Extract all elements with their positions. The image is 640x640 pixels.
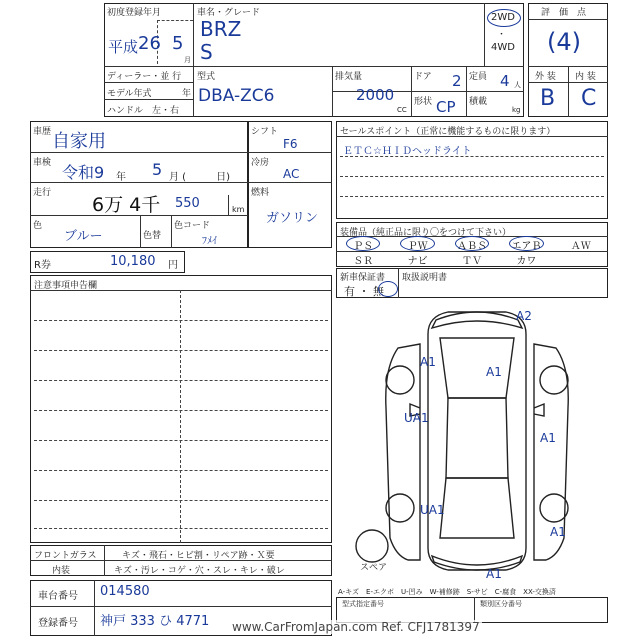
km-unit: km [232,205,245,214]
recycle-box [30,251,185,273]
first-reg-month-unit: 月 [184,56,191,64]
capacity: 4 [500,72,510,90]
shape-label: 形状 [414,97,433,107]
exterior-grade: B [540,86,556,111]
car-name: BRZ [200,17,242,41]
fuel: ガソリン [266,211,319,226]
equipment-item: ＰＷ [407,241,428,252]
type-label: 型式 [197,72,216,82]
front-bumper [432,312,522,328]
warranty-value: 有 ・ 無 [344,285,384,298]
equipment-item: エアＢ [511,241,542,252]
interior-cond-text: キズ・汚レ・コゲ・穴・スレ・キレ・破レ [114,566,285,576]
color-label: 色 [33,221,43,231]
dealer-label: ディーラー・並 行 [107,72,182,82]
shift-label: シフト [251,127,279,137]
damage-mark-right-side: A1 [540,431,556,445]
mileage: 6万 4千 [92,194,161,216]
car-diagram [336,298,608,583]
warranty-label: 新車保証書 [340,273,386,283]
inspection-era: 令和9 [62,163,105,182]
fuel-label: 燃料 [251,188,270,198]
inspection-month: 5 [152,160,163,179]
score-label: 評 価 点 [541,8,587,18]
mileage-label: 走行 [33,188,52,198]
cc-unit: CC [397,106,407,114]
load-label: 積載 [469,97,488,107]
handle-label: ハンドル 左・右 [107,106,180,116]
displacement: 2000 [356,86,395,104]
exterior-label: 外 装 [535,72,556,82]
reg-number: 神戸 333 ひ 4771 [100,614,210,629]
kg-unit: kg [512,106,521,114]
car-left-side [386,344,420,560]
equipment-label: 装備品（純正品に限り〇をつけて下さい） [340,228,512,238]
notes-label: 注意事項申告欄 [34,281,98,291]
model-id-label: 型式指定番号 [342,600,384,608]
damage-mark-front: A2 [516,309,532,323]
drive-2wd: 2WD [491,12,515,23]
recycle-unit: 円 [168,260,178,271]
front-glass-text: キズ・飛石・ヒビ割・リペア跡・Ｘ要 [122,551,275,561]
front-glass-label: フロントガラス [34,551,97,561]
equipment-item: カワ [516,256,537,267]
equipment-item: ナビ [407,256,428,267]
inspection-label: 車検 [33,158,52,168]
first-reg-month: 5 [172,33,184,54]
grade: S [200,40,213,64]
equipment-circle [455,236,489,251]
damage-mark-right-rear: A1 [550,525,566,539]
sales-label: セールスポイント（正常に機能するものに限ります） [340,127,556,137]
damage-legend: A-キズ E-エクボ U-凹み W-補修跡 S-サビ C-腐食 XX-交換済 [338,588,556,596]
model-year-unit: 年 [182,89,192,99]
first-reg-year: 26 [138,33,161,54]
inspection-month-unit: 月 ( 日) [169,172,230,183]
ac: AC [283,167,300,181]
equipment-circle [509,236,543,251]
wheel-fl [386,366,414,394]
interior-label: 内 装 [575,72,596,82]
doors: 2 [452,72,462,90]
wheel-rl [386,494,414,522]
inspection-year-unit: 年 [116,172,126,183]
equipment-item: ＡＢＳ [456,241,487,252]
chassis-label: 車台番号 [38,591,78,602]
damage-mark-hood: A1 [486,365,502,379]
equipment-item: ＴＶ [461,256,482,267]
capacity-unit: 人 [514,81,521,89]
recycle: 10,180 [110,254,156,269]
notes-box [30,275,332,543]
spare-tire [356,530,388,562]
damage-mark-front-left: A1 [420,355,436,369]
door-label: ドア [414,72,432,82]
interior-grade: C [581,86,597,111]
equipment-item: ＡＷ [570,241,591,252]
rear-bumper [432,556,522,570]
name-grade-label: 車名・グレード [197,8,261,18]
chassis-number: 014580 [100,584,150,599]
equipment-row-2 [336,252,608,266]
usage: 自家用 [52,131,106,152]
drive-dot: ・ [497,30,507,40]
first-reg-era: 平成 [108,38,139,56]
model-year-label: モデル年式 [107,89,152,99]
first-reg-label: 初度登録年月 [107,8,162,18]
spare-label: スペア [360,563,388,573]
damage-mark-left-door: UA1 [404,411,429,425]
displacement-label: 排気量 [335,72,363,82]
mileage-alt: 550 [175,196,200,211]
equipment-circle [400,236,434,251]
interior-cond-label: 内装 [52,566,71,576]
shape: CP [436,98,456,116]
car-top-outline [428,312,526,570]
usage-label: 車歴 [33,127,52,137]
equipment-item: ＰＳ [353,241,374,252]
drive-4wd: 4WD [491,42,515,53]
capacity-label: 定員 [469,72,488,82]
color-code: ﾌﾒｲ [202,236,217,247]
equipment-item: ＳＲ [353,256,374,267]
ac-label: 冷房 [251,158,270,168]
damage-mark-left-rear: UA1 [420,503,445,517]
damage-mark-rear: A1 [486,567,502,581]
watermark: www.CarFromJapan.com Ref. CFJ1781397 [232,620,480,634]
model-code: DBA-ZC6 [198,86,275,106]
sales-line1: ＥＴＣ☆ＨＩＤヘッドライト [343,146,472,157]
color: ブルー [64,229,103,244]
shift: F6 [283,137,298,151]
warranty-none-circle [378,281,398,297]
wheel-rr [540,494,568,522]
class-id-label: 類別区分番号 [480,600,522,608]
score: (4) [547,28,581,56]
color-code-label: 色コード [174,221,211,231]
manual-label: 取扱説明書 [402,273,448,283]
recycle-label: R券 [34,260,51,271]
wheel-fr [540,366,568,394]
reg-label: 登録番号 [38,618,78,629]
color-change-label: 色替 [143,231,162,241]
